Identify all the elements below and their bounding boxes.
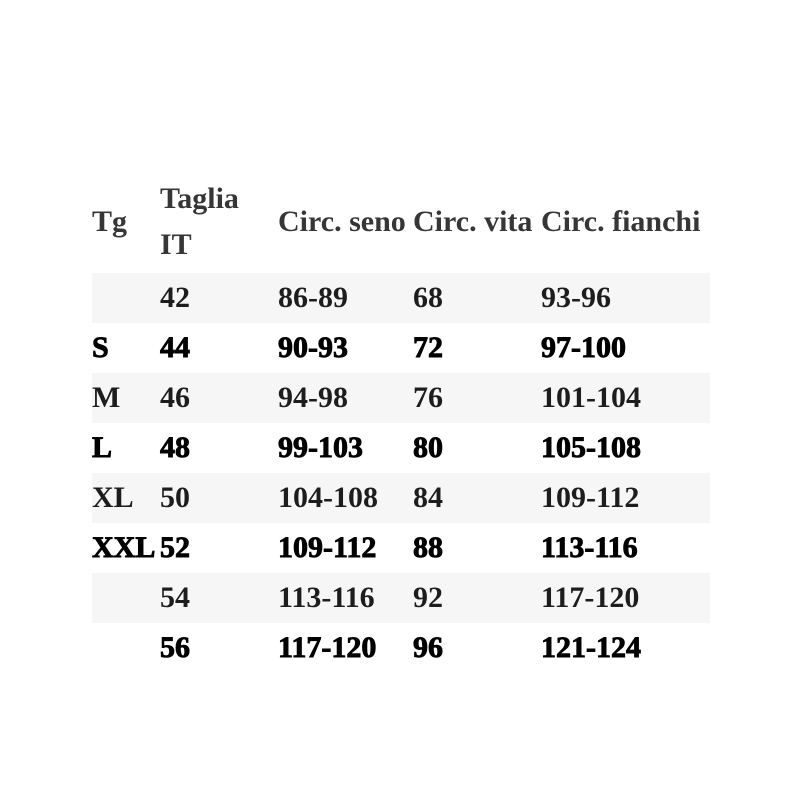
cell-circ-seno: 104-108 [278, 481, 378, 514]
cell-circ-vita: 92 [413, 581, 443, 614]
table-row [92, 473, 710, 523]
table-row [92, 523, 710, 573]
cell-circ-vita: 72 [413, 331, 443, 364]
table-row [92, 273, 710, 323]
cell-circ-vita: 80 [413, 431, 443, 464]
table-row [92, 373, 710, 423]
cell-circ-seno: 117-120 [278, 631, 377, 664]
header-circ-seno-label: Circ. seno [278, 205, 406, 238]
cell-tg: XXL [92, 531, 156, 564]
cell-taglia-it: 56 [160, 631, 190, 664]
header-tg-label: Tg [92, 205, 128, 238]
size-chart-table [92, 170, 710, 673]
table-row [92, 573, 710, 623]
cell-circ-seno: 86-89 [278, 281, 348, 314]
table-header-row [92, 170, 710, 273]
table-row [92, 423, 710, 473]
cell-circ-vita: 76 [413, 381, 443, 414]
cell-circ-fianchi: 101-104 [541, 381, 641, 414]
cell-circ-seno: 109-112 [278, 531, 377, 564]
header-taglia-line2: IT [160, 227, 192, 261]
cell-tg: M [92, 381, 121, 414]
cell-tg: L [92, 431, 113, 464]
cell-circ-seno: 99-103 [278, 431, 363, 464]
cell-taglia-it: 42 [160, 281, 190, 314]
cell-taglia-it: 54 [160, 581, 190, 614]
cell-taglia-it: 50 [160, 481, 190, 514]
cell-circ-fianchi: 97-100 [541, 331, 626, 364]
header-taglia-it [160, 176, 278, 268]
table-row [92, 323, 710, 373]
header-circ-vita [413, 205, 541, 238]
cell-circ-seno: 90-93 [278, 331, 348, 364]
cell-circ-fianchi: 105-108 [541, 431, 641, 464]
header-circ-seno [278, 205, 413, 238]
cell-circ-fianchi: 121-124 [541, 631, 641, 664]
cell-circ-vita: 96 [413, 631, 443, 664]
header-circ-fianchi-label: Circ. fianchi [541, 205, 701, 238]
cell-circ-seno: 113-116 [278, 581, 375, 614]
cell-taglia-it: 52 [160, 531, 190, 564]
header-tg [92, 205, 160, 238]
cell-tg: XL [92, 481, 134, 514]
cell-circ-fianchi: 109-112 [541, 481, 640, 514]
cell-circ-fianchi: 113-116 [541, 531, 638, 564]
cell-tg: S [92, 331, 109, 364]
cell-taglia-it: 44 [160, 331, 190, 364]
header-circ-vita-label: Circ. vita [413, 205, 533, 238]
cell-circ-seno: 94-98 [278, 381, 348, 414]
cell-circ-vita: 84 [413, 481, 443, 514]
cell-circ-fianchi: 93-96 [541, 281, 611, 314]
cell-circ-vita: 68 [413, 281, 443, 314]
cell-taglia-it: 46 [160, 381, 190, 414]
cell-taglia-it: 48 [160, 431, 190, 464]
header-taglia-line1: Taglia [160, 181, 239, 215]
table-row [92, 623, 710, 673]
header-circ-fianchi [541, 205, 710, 238]
cell-circ-vita: 88 [413, 531, 443, 564]
cell-circ-fianchi: 117-120 [541, 581, 640, 614]
